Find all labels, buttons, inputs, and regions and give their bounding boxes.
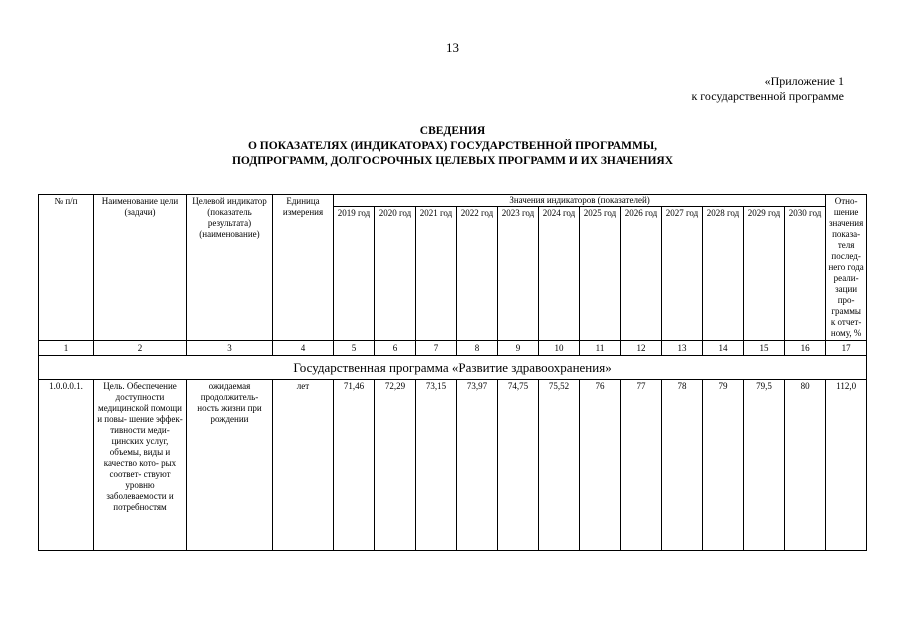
header-unit: Единица измерения [273, 195, 334, 341]
table-row [39, 380, 867, 551]
header-year: 2022 год [457, 207, 498, 341]
appendix-line-2: к государственной программе [691, 89, 844, 103]
row-num: 1.0.0.0.1. [39, 380, 94, 551]
header-row-1 [39, 195, 867, 207]
column-number: 13 [662, 341, 703, 356]
column-number: 17 [826, 341, 867, 356]
column-number: 3 [187, 341, 273, 356]
section-title: Государственная программа «Развитие здравоохранения» [39, 356, 867, 380]
row-value: 79 [703, 380, 744, 551]
row-value: 73,97 [457, 380, 498, 551]
row-value: 80 [785, 380, 826, 551]
header-values-group: Значения индикаторов (показателей) [334, 195, 826, 207]
header-year: 2030 год [785, 207, 826, 341]
column-number: 6 [375, 341, 416, 356]
header-year: 2029 год [744, 207, 785, 341]
appendix-line-1: «Приложение 1 [764, 74, 844, 88]
column-number: 10 [539, 341, 580, 356]
indicators-table [38, 194, 867, 551]
column-number: 14 [703, 341, 744, 356]
header-ratio: Отно- шение значения показа- теля послед- него года реали- зации про- граммы к отчет- ному, % [826, 195, 867, 341]
page-number: 13 [446, 40, 459, 55]
section-row [39, 356, 867, 380]
row-value: 77 [621, 380, 662, 551]
row-indicator: ожидаемая продолжитель- ность жизни при рождении [187, 380, 273, 551]
header-year: 2020 год [375, 207, 416, 341]
column-number: 1 [39, 341, 94, 356]
column-number: 11 [580, 341, 621, 356]
header-indicator: Целевой индикатор (показатель результата) (наименование) [187, 195, 273, 341]
document-title [0, 124, 905, 169]
header-year: 2028 год [703, 207, 744, 341]
header-goal: Наименование цели (задачи) [94, 195, 187, 341]
header-num: № п/п [39, 195, 94, 341]
column-number: 7 [416, 341, 457, 356]
column-number-row [39, 341, 867, 356]
header-year: 2023 год [498, 207, 539, 341]
row-value: 75,52 [539, 380, 580, 551]
header-year: 2025 год [580, 207, 621, 341]
row-unit: лет [273, 380, 334, 551]
title-line-3: ПОДПРОГРАММ, ДОЛГОСРОЧНЫХ ЦЕЛЕВЫХ ПРОГРАММ И ИХ ЗНАЧЕНИЯХ [231, 155, 674, 167]
column-number: 8 [457, 341, 498, 356]
row-ratio: 112,0 [826, 380, 867, 551]
column-number: 4 [273, 341, 334, 356]
column-number: 9 [498, 341, 539, 356]
column-number: 12 [621, 341, 662, 356]
title-line-2: О ПОКАЗАТЕЛЯХ (ИНДИКАТОРАХ) ГОСУДАРСТВЕННОЙ ПРОГРАММЫ, [247, 140, 657, 152]
row-goal: Цель. Обеспечение доступности медицинской помощи и повы- шение эффек- тивности меди- цинских услуг, объемы, виды и качество кото- рых соответ- ствуют уровню заболеваемости и потребностям [94, 380, 187, 551]
title-line-1: СВЕДЕНИЯ [419, 125, 486, 137]
column-number: 16 [785, 341, 826, 356]
header-year: 2026 год [621, 207, 662, 341]
column-number: 15 [744, 341, 785, 356]
row-value: 74,75 [498, 380, 539, 551]
header-year: 2019 год [334, 207, 375, 341]
column-number: 2 [94, 341, 187, 356]
row-value: 71,46 [334, 380, 375, 551]
row-value: 72,29 [375, 380, 416, 551]
row-value: 78 [662, 380, 703, 551]
header-year: 2024 год [539, 207, 580, 341]
header-year: 2021 год [416, 207, 457, 341]
row-value: 73,15 [416, 380, 457, 551]
row-value: 76 [580, 380, 621, 551]
row-value: 79,5 [744, 380, 785, 551]
header-year: 2027 год [662, 207, 703, 341]
appendix-note [544, 74, 844, 104]
column-number: 5 [334, 341, 375, 356]
